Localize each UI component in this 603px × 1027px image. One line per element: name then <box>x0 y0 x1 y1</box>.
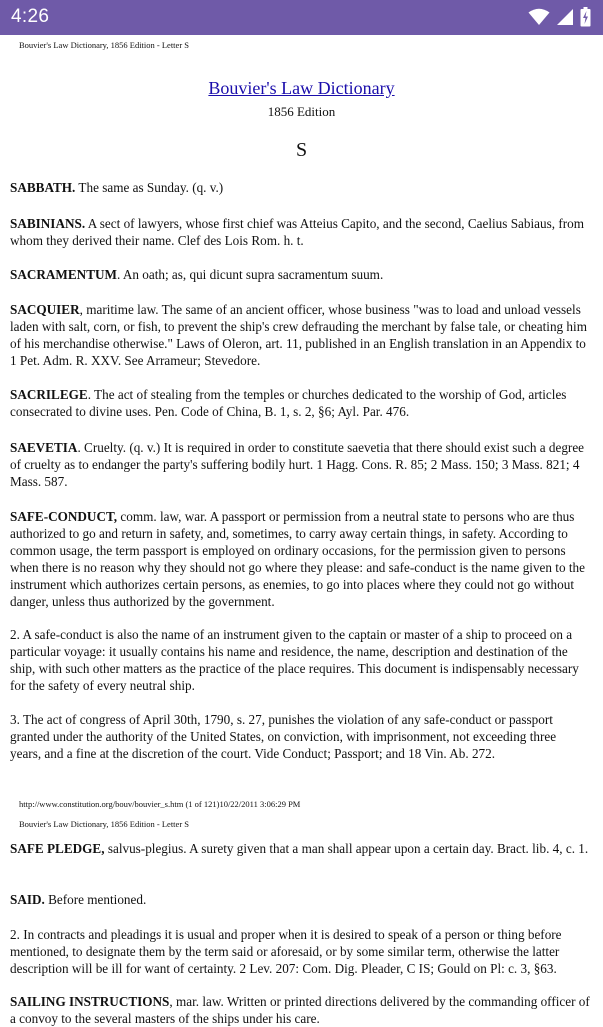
wifi-icon <box>528 8 550 26</box>
document-page[interactable] <box>0 35 603 1026</box>
cell-signal-icon <box>556 8 574 26</box>
entry-sacramentum: SACRAMENTUM. An oath; as, qui dicunt supra sacramentum suum. <box>10 267 384 282</box>
entry-safe-conduct-3: 3. The act of congress of April 30th, 1790, s. 27, punishes the violation of any safe-conduct or passport granted under the authority of the United States, on conviction, with imprisonment, not exceeding three years, and a fine at the discretion of the court. Vide Conduct; Passport; and 18 Vin. Ab. 272. <box>10 712 557 761</box>
footer-url: http://www.constitution.org/bouv/bouvier_s.htm (1 of 121)10/22/2011 3:06:29 PM <box>19 799 301 809</box>
letter-heading: S <box>295 139 308 161</box>
edition-label: 1856 Edition <box>267 104 336 119</box>
entry-sacrilege: SACRILEGE. The act of stealing from the temples or churches dedicated to the worship of God, articles consecrated to divine uses. Pen. Code of China, B. 1, s. 2, §6; Ayl. Par. 476. <box>10 387 567 419</box>
title-link[interactable]: Bouvier's Law Dictionary <box>208 78 395 98</box>
entry-saevetia: SAEVETIA. Cruelty. (q. v.) It is required in order to constitute saevetia that there should exist such a degree of cruelty as to endanger the party's suffering bodily hurt. 1 Hagg. Cons. R. 85; 2 Mass. 150; 3 Mass. 821; 4 Mass. 587. <box>10 440 585 489</box>
entry-sailing-instructions: SAILING INSTRUCTIONS, mar. law. Written or printed directions delivered by the commanding officer of a convoy to the several masters of the ships under his care. <box>10 994 590 1026</box>
entry-safe-conduct: SAFE-CONDUCT, comm. law, war. A passport or permission from a neutral state to persons who are thus authorized to go and return in safety, and, sometimes, to carry away certain things, in safety. According to common usage, the term passport is employed on ordinary occasions, for the permission given to persons when there is no reason why they should not go where they please: and safe-conduct is the name given to the instrument which authorizes certain persons, as enemies, to go into places where they could not go without danger, unless thus authorized by the government. <box>10 509 585 609</box>
page-header: Bouvier's Law Dictionary, 1856 Edition - Letter S <box>19 40 189 50</box>
entry-safe-conduct-2: 2. A safe-conduct is also the name of an instrument given to the captain or master of a ship to proceed on a particular voyage: it usually contains his name and residence, the name, description and destination of the ship, with such other matters as the practice of the place requires. This document is indispensably necessary for the safety of every neutral ship. <box>10 627 579 693</box>
entry-sabbath: SABBATH. The same as Sunday. (q. v.) <box>10 180 224 195</box>
entry-said-2: 2. In contracts and pleadings it is usual and proper when it is desired to speak of a person or thing before mentioned, to designate them by the term said or aforesaid, or by some similar term, otherwise the latter description will be ill for want of certainty. 2 Lev. 207: Com. Dig. Pleader, C IS; Gould on Pl: c. 3, §63. <box>10 927 562 976</box>
status-bar <box>0 0 603 35</box>
entry-safe-pledge: SAFE PLEDGE, salvus-plegius. A surety given that a man shall appear upon a certain day. Bract. lib. 4, c. 1. <box>10 841 589 856</box>
entry-sabinians: SABINIANS. A sect of lawyers, whose first chief was Atteius Capito, and the second, Caelius Sabiaus, from whom they derived their name. Clef des Lois Rom. h. t. <box>10 216 584 248</box>
page-header-2: Bouvier's Law Dictionary, 1856 Edition - Letter S <box>19 819 189 829</box>
status-time: 4:26 <box>11 6 50 27</box>
battery-icon <box>580 7 591 27</box>
entry-said: SAID. Before mentioned. <box>10 892 147 907</box>
entry-sacquier: SACQUIER, maritime law. The same of an ancient officer, whose business "was to load and unload vessels laden with salt, corn, or fish, to prevent the ship's crew defrauding the merchant by false tale, or cheating him of his merchandise otherwise." Laws of Oleron, art. 11, published in an English translation in an Appendix to 1 Pet. Adm. R. XXV. See Arrameur; Stevedore. <box>10 302 587 368</box>
status-icons <box>528 7 591 27</box>
